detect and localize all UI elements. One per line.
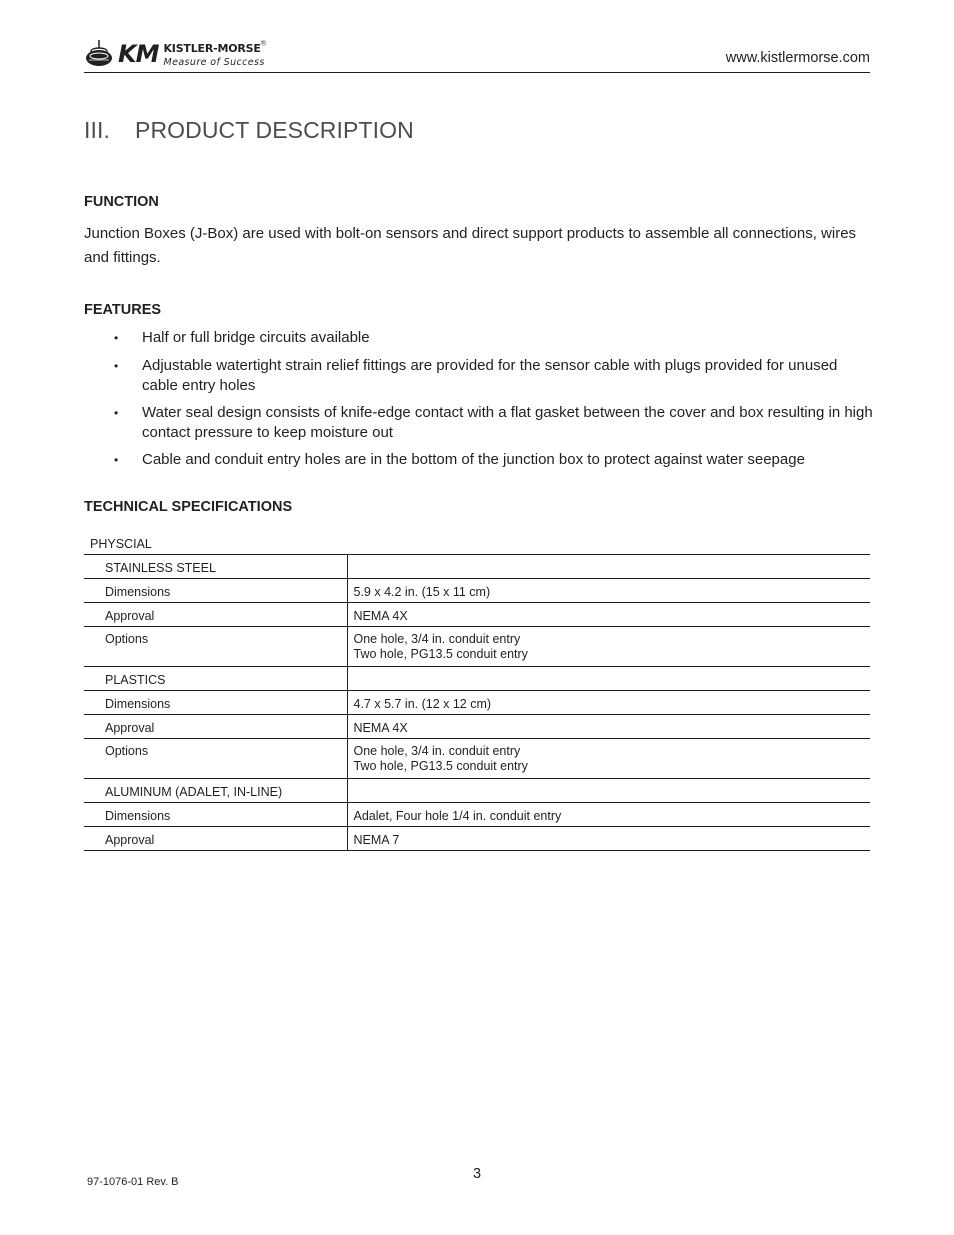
table-row: [84, 555, 870, 579]
feature-item: [84, 450, 874, 470]
spec-value: NEMA 7: [347, 827, 870, 851]
bullet-icon: •: [114, 331, 119, 345]
spec-value: NEMA 4X: [347, 715, 870, 739]
feature-text: Cable and conduit entry holes are in the bottom of the junction box to protect against water seepage: [142, 451, 805, 468]
table-row: [84, 827, 870, 851]
logo-brand: KISTLER-MORSE: [163, 42, 261, 56]
section-title-text: PRODUCT DESCRIPTION: [135, 117, 414, 143]
table-row: [84, 803, 870, 827]
page-header: [84, 38, 870, 73]
tech-specs-heading: TECHNICAL SPECIFICATIONS: [84, 499, 293, 515]
logo-wordmark: [163, 40, 265, 68]
feature-item: [84, 403, 874, 443]
spec-value: [347, 627, 870, 667]
table-row: [84, 779, 870, 803]
spec-value-line: One hole, 3/4 in. conduit entry: [353, 744, 521, 758]
spec-label: Approval: [84, 603, 347, 627]
section-title: [84, 117, 414, 144]
feature-item: [84, 328, 874, 348]
feature-text: Water seal design consists of knife-edge contact with a flat gasket between the cover and box resulting in high contact pressure to keep moisture out: [142, 404, 873, 441]
features-heading: FEATURES: [84, 302, 162, 318]
bullet-icon: •: [114, 406, 119, 420]
spec-value-line: One hole, 3/4 in. conduit entry: [353, 632, 521, 646]
spec-label: Approval: [84, 715, 347, 739]
table-row: [84, 603, 870, 627]
table-row: [84, 627, 870, 667]
spec-label: Options: [84, 627, 347, 667]
spec-value: Adalet, Four hole 1/4 in. conduit entry: [347, 803, 870, 827]
spec-caption-row: [84, 537, 870, 555]
spec-caption-empty: [347, 537, 870, 555]
logo-brand-line: [163, 40, 265, 56]
spec-value-line: Two hole, PG13.5 conduit entry: [353, 647, 528, 661]
spec-label: Dimensions: [84, 803, 347, 827]
feature-item: [84, 356, 874, 396]
bullet-icon: •: [114, 453, 119, 467]
feature-text: Half or full bridge circuits available: [142, 329, 370, 346]
table-row: [84, 667, 870, 691]
document-number: 97-1076-01 Rev. B: [87, 1176, 179, 1188]
spec-value: [347, 779, 870, 803]
spec-label: Dimensions: [84, 691, 347, 715]
function-heading: FUNCTION: [84, 194, 159, 210]
logo-km-mark: KM: [118, 40, 159, 68]
spec-table: [84, 537, 870, 851]
company-logo: [84, 38, 266, 70]
spec-value: 5.9 x 4.2 in. (15 x 11 cm): [347, 579, 870, 603]
spec-group-label: ALUMINUM (ADALET, IN-LINE): [84, 779, 347, 803]
table-row: [84, 739, 870, 779]
website-url: www.kistlermorse.com: [725, 50, 870, 66]
section-number: III.: [84, 117, 110, 143]
spec-label: Approval: [84, 827, 347, 851]
spec-label: Dimensions: [84, 579, 347, 603]
table-row: [84, 579, 870, 603]
bullet-icon: •: [114, 359, 119, 373]
spec-value-line: Two hole, PG13.5 conduit entry: [353, 759, 528, 773]
spec-value: [347, 555, 870, 579]
spec-group-label: PLASTICS: [84, 667, 347, 691]
spec-value: NEMA 4X: [347, 603, 870, 627]
logo-registered-mark: ®: [260, 40, 266, 48]
features-list: [84, 328, 874, 470]
kistler-morse-logo-icon: [84, 39, 114, 69]
spec-value: 4.7 x 5.7 in. (12 x 12 cm): [347, 691, 870, 715]
table-row: [84, 691, 870, 715]
feature-text: Adjustable watertight strain relief fittings are provided for the sensor cable with plugs provided for unused cable entry holes: [142, 357, 838, 394]
spec-value: [347, 667, 870, 691]
spec-group-label: STAINLESS STEEL: [84, 555, 347, 579]
page-number: 3: [472, 1166, 482, 1182]
function-text: Junction Boxes (J-Box) are used with bolt-on sensors and direct support products to assemble all connections, wires and fittings.: [84, 225, 857, 266]
spec-value: [347, 739, 870, 779]
logo-tagline: Measure of Success: [163, 57, 265, 69]
table-row: [84, 715, 870, 739]
spec-caption: PHYSCIAL: [84, 537, 347, 555]
spec-label: Options: [84, 739, 347, 779]
